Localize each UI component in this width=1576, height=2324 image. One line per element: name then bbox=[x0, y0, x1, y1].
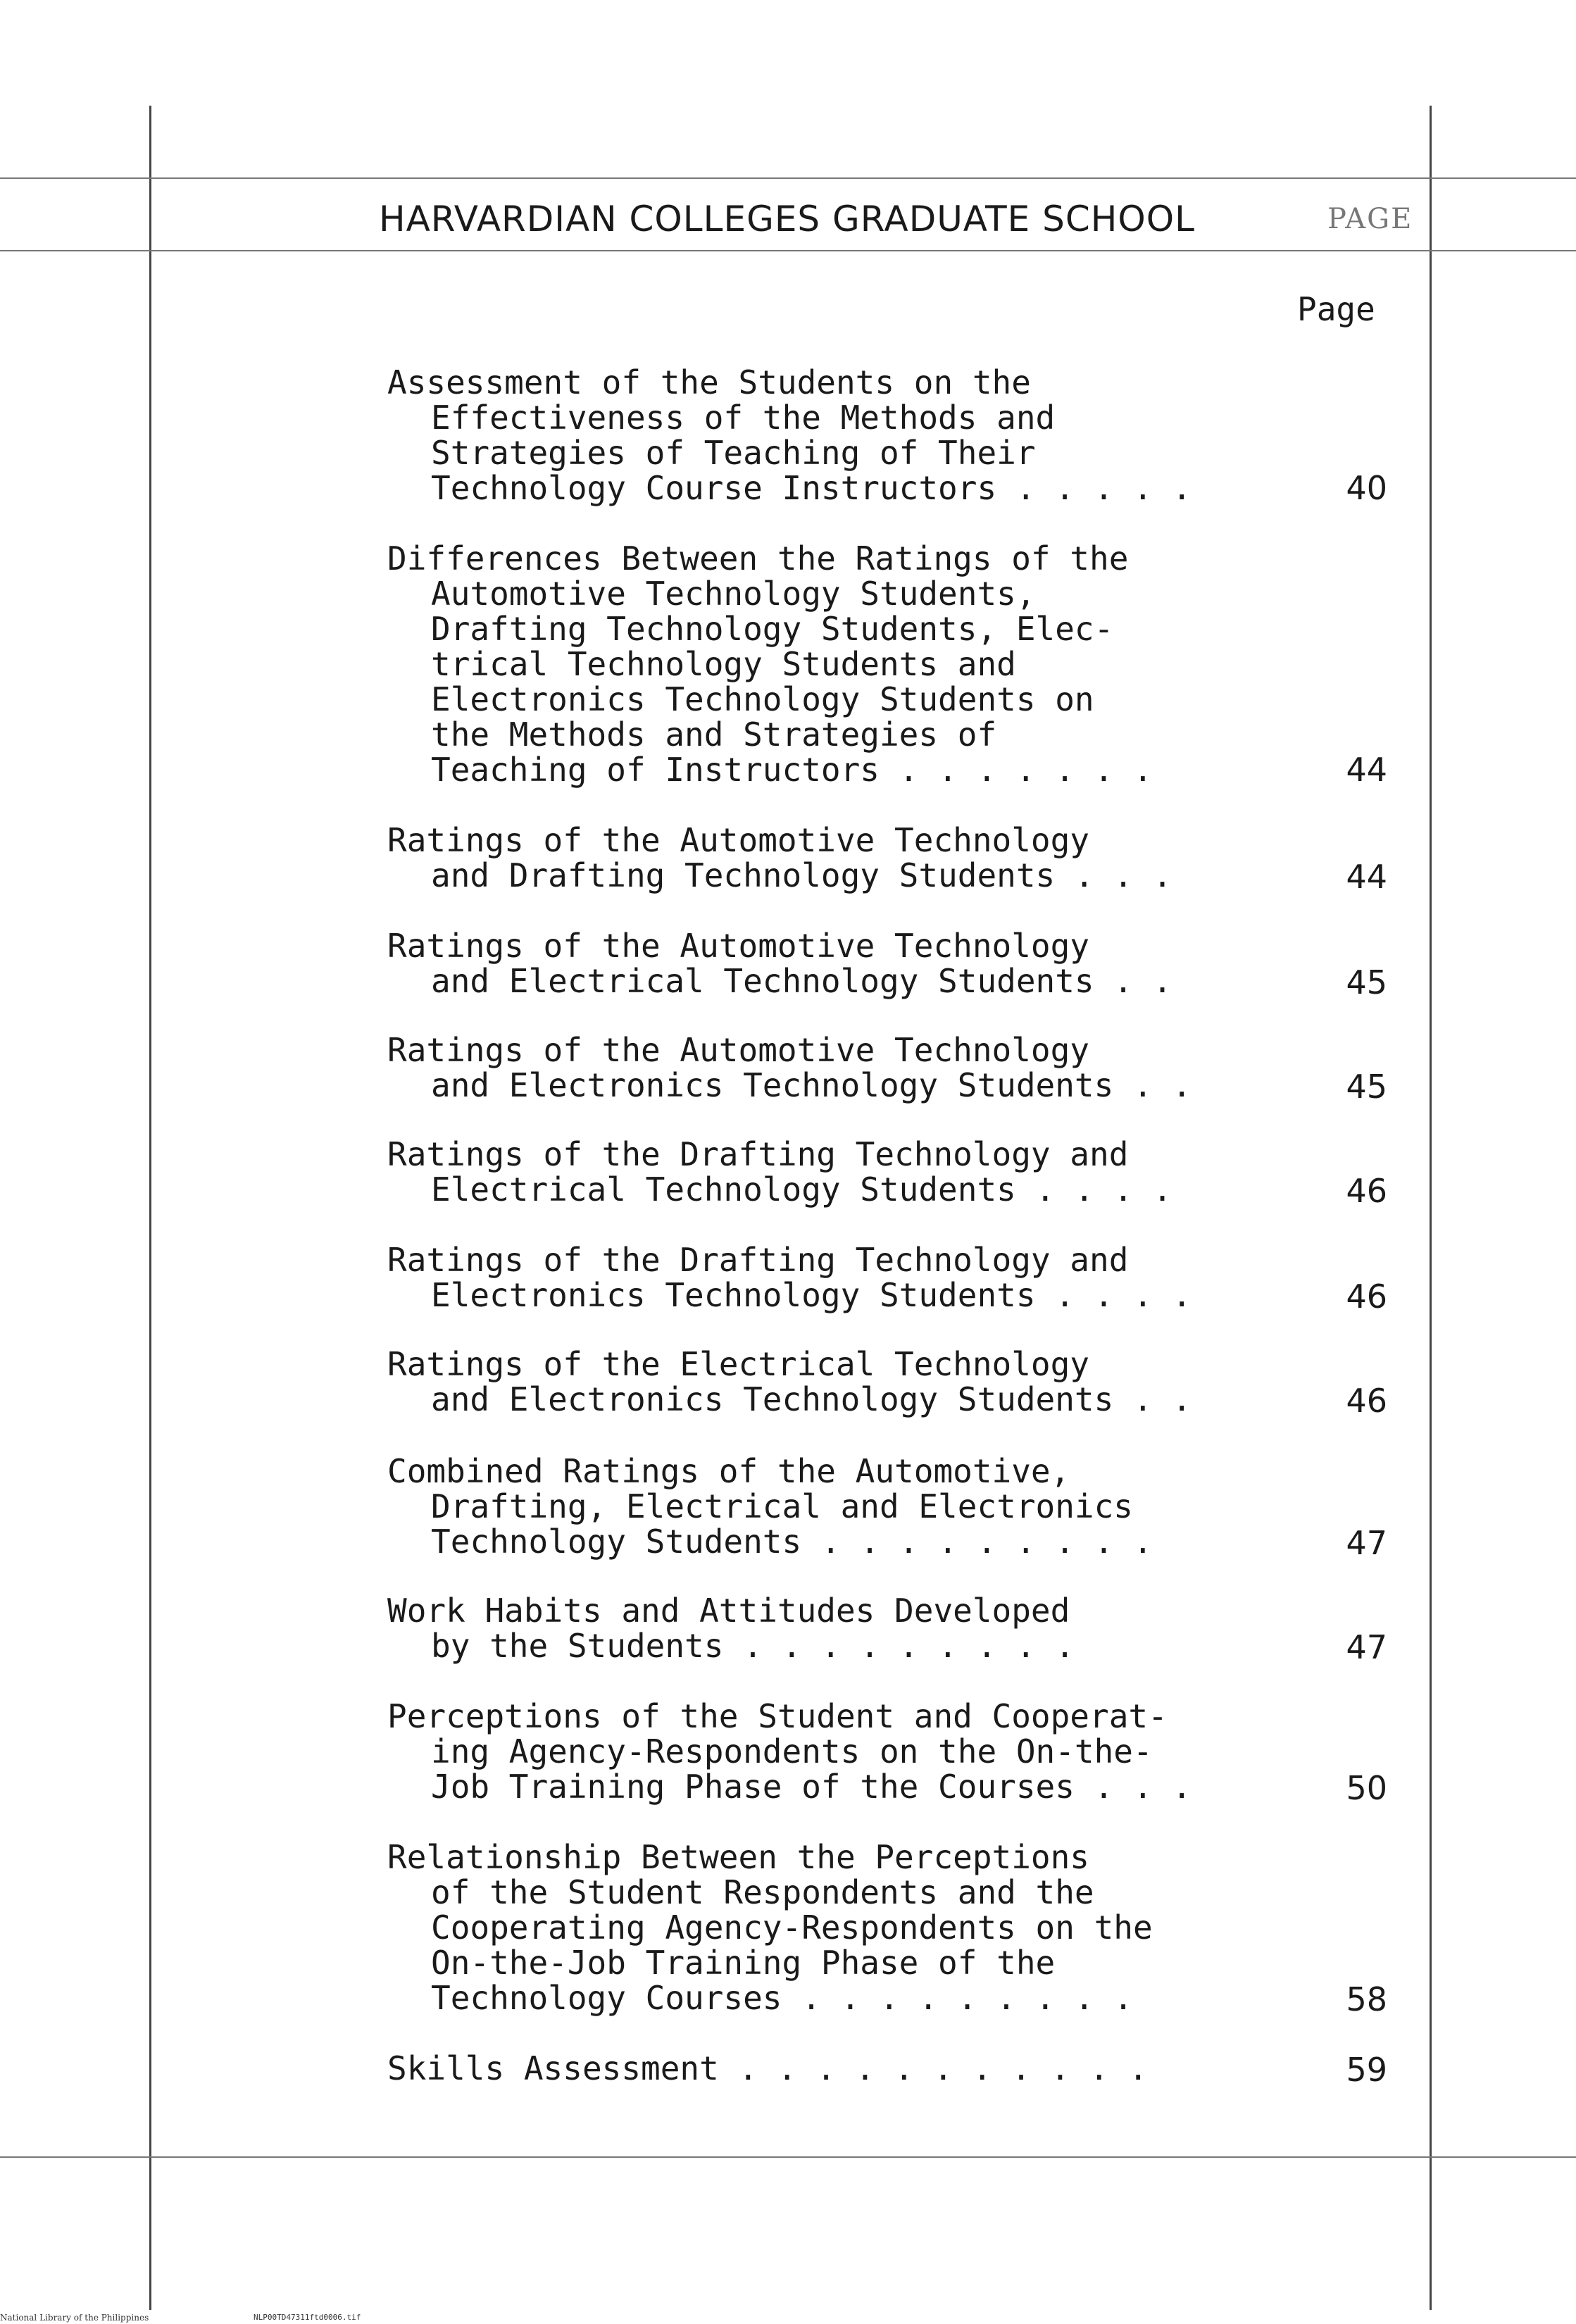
toc-entry-line: Effectiveness of the Methods and bbox=[431, 399, 1056, 437]
header-bottom-rule bbox=[0, 250, 1576, 251]
toc-entry bbox=[387, 1347, 1387, 1417]
toc-entry-line: Differences Between the Ratings of the bbox=[387, 539, 1129, 577]
footer-source: National Library of the Philippines bbox=[0, 2313, 149, 2323]
toc-entry-line: Job Training Phase of the Courses . . . bbox=[431, 1768, 1192, 1806]
toc-entry-line: Technology Course Instructors . . . . . bbox=[431, 469, 1192, 507]
toc-entry bbox=[387, 1593, 1387, 1663]
toc-entry bbox=[387, 1032, 1387, 1103]
toc-entry-line: Technology Courses . . . . . . . . . bbox=[431, 1979, 1133, 2017]
footer-filename: NLP00TD47311ftd0006.tif bbox=[254, 2313, 361, 2322]
toc-entry-line: Ratings of the Electrical Technology bbox=[387, 1345, 1089, 1383]
toc-entry bbox=[387, 365, 1387, 506]
toc-entry bbox=[387, 1699, 1387, 1804]
toc-entry-line: Ratings of the Automotive Technology bbox=[387, 1031, 1089, 1069]
toc-entry-line: Drafting, Electrical and Electronics bbox=[431, 1487, 1133, 1525]
toc-page-number: 50 bbox=[1346, 1769, 1387, 1807]
toc-entry-line: Electrical Technology Students . . . . bbox=[431, 1170, 1172, 1208]
toc-entry-line: Ratings of the Automotive Technology bbox=[387, 821, 1089, 859]
toc-entry bbox=[387, 2051, 1387, 2086]
header-title: HARVARDIAN COLLEGES GRADUATE SCHOOL bbox=[379, 199, 1195, 239]
toc-entry-line: the Methods and Strategies of bbox=[431, 716, 997, 754]
left-margin-line bbox=[149, 106, 151, 2310]
toc-page-number: 45 bbox=[1346, 963, 1387, 1001]
toc-entry-line: and Electronics Technology Students . . bbox=[431, 1380, 1192, 1418]
toc-entry-line: On-the-Job Training Phase of the bbox=[431, 1944, 1056, 1982]
toc-entry bbox=[387, 823, 1387, 893]
toc-entry bbox=[387, 1839, 1387, 2016]
toc-entry bbox=[387, 928, 1387, 999]
toc-entry-line: Electronics Technology Students on bbox=[431, 680, 1094, 718]
page-column-heading: Page bbox=[1297, 290, 1375, 328]
toc-entry-line: Technology Students . . . . . . . . . bbox=[431, 1523, 1153, 1561]
toc-entry-line: Ratings of the Drafting Technology and bbox=[387, 1135, 1129, 1173]
toc-entry bbox=[387, 1454, 1387, 1559]
header-page-label: PAGE bbox=[1327, 203, 1413, 235]
toc-entry-line: and Electronics Technology Students . . bbox=[431, 1066, 1192, 1104]
toc-entry bbox=[387, 1242, 1387, 1313]
toc-entry-line: Drafting Technology Students, Elec- bbox=[431, 610, 1114, 648]
toc-entry-line: and Drafting Technology Students . . . bbox=[431, 856, 1172, 894]
toc-page-number: 47 bbox=[1346, 1628, 1387, 1666]
toc-page-number: 45 bbox=[1346, 1068, 1387, 1106]
toc-page-number: 46 bbox=[1346, 1382, 1387, 1420]
toc-entry-line: Assessment of the Students on the bbox=[387, 363, 1031, 401]
toc-entry-line: Skills Assessment . . . . . . . . . . . bbox=[387, 2049, 1149, 2087]
footer-rule bbox=[0, 2156, 1576, 2158]
toc-entry bbox=[387, 1137, 1387, 1207]
toc-entry-line: Automotive Technology Students, bbox=[431, 575, 1036, 613]
toc-entry-line: by the Students . . . . . . . . . bbox=[431, 1627, 1075, 1665]
toc-page-number: 58 bbox=[1346, 1980, 1387, 2018]
toc-entry-line: Work Habits and Attitudes Developed bbox=[387, 1592, 1070, 1630]
toc-page-number: 59 bbox=[1346, 2051, 1387, 2089]
toc-entry-line: of the Student Respondents and the bbox=[431, 1873, 1094, 1911]
toc-entry-line: Electronics Technology Students . . . . bbox=[431, 1276, 1192, 1314]
toc-page-number: 46 bbox=[1346, 1277, 1387, 1316]
toc-page-number: 44 bbox=[1346, 751, 1387, 789]
toc-page-number: 44 bbox=[1346, 858, 1387, 896]
header-top-rule bbox=[0, 177, 1576, 179]
toc-entry-line: Ratings of the Drafting Technology and bbox=[387, 1241, 1129, 1279]
toc-entry-line: and Electrical Technology Students . . bbox=[431, 962, 1172, 1000]
toc-entry-line: trical Technology Students and bbox=[431, 645, 1016, 683]
right-margin-line bbox=[1430, 106, 1432, 2310]
toc-entry-line: Cooperating Agency-Respondents on the bbox=[431, 1908, 1153, 1947]
toc-entry-line: Ratings of the Automotive Technology bbox=[387, 927, 1089, 965]
toc-entry-line: ing Agency-Respondents on the On-the- bbox=[431, 1732, 1153, 1770]
toc-page-number: 40 bbox=[1346, 469, 1387, 507]
toc-entry-line: Teaching of Instructors . . . . . . . bbox=[431, 751, 1153, 789]
toc-entry-line: Combined Ratings of the Automotive, bbox=[387, 1452, 1070, 1490]
toc-page-number: 46 bbox=[1346, 1172, 1387, 1210]
toc-entry-line: Relationship Between the Perceptions bbox=[387, 1838, 1089, 1876]
toc-page-number: 47 bbox=[1346, 1524, 1387, 1562]
toc-entry-line: Perceptions of the Student and Cooperat- bbox=[387, 1697, 1168, 1735]
toc-entry-line: Strategies of Teaching of Their bbox=[431, 434, 1036, 472]
toc-entry bbox=[387, 541, 1387, 787]
